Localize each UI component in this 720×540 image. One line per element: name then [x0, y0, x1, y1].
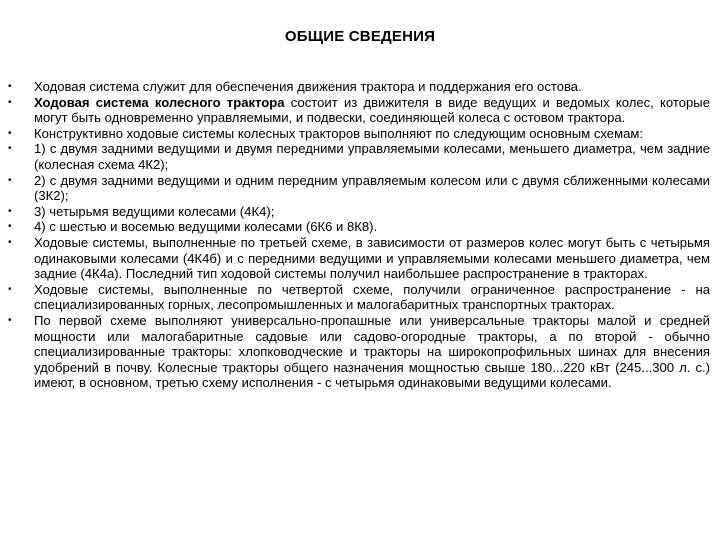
- list-item: [8, 235, 710, 282]
- list-item: [8, 204, 710, 220]
- list-item-text: Конструктивно ходовые системы колесных тракторов выполняют по следующим основным схемам:: [34, 125, 643, 141]
- bullet-icon: •: [8, 96, 12, 108]
- list-item: [8, 126, 710, 142]
- bullet-icon: •: [8, 143, 12, 155]
- list-item: [8, 95, 710, 126]
- slide-title: ОБЩИЕ СВЕДЕНИЯ: [284, 28, 436, 45]
- list-item: [8, 219, 710, 235]
- list-item: [8, 282, 710, 313]
- list-item-text: 4) с шестью и восемью ведущими колесами (6К6 и 8К8).: [34, 219, 378, 235]
- list-item-text: Ходовые системы, выполненные по третьей схеме, в зависимости от размеров колес могут быть с четырьмя одинаковыми колесами (4К4б) и с передними ведущими и управляемыми колесами меньшего диаметра, чем задние (4К4а). Последний тип ходовой системы получил наибольшее распространение в тракторах.: [34, 234, 710, 282]
- list-item-text: 1) с двумя задними ведущими и двумя передними управляемыми колесами, меньшего диаметра, чем задние (колесная схема 4К2);: [34, 141, 710, 172]
- list-item-text: 2) с двумя задними ведущими и одним передним управляемым колесом или с двумя сближенными колесами (3К2);: [34, 172, 710, 204]
- list-item-text: состоит из движителя в виде ведущих и ведомых колес, которые могут быть одновременно управляемыми, и подвески, соединяющей колеса с остовом трактора.: [34, 94, 710, 126]
- bullet-icon: •: [8, 221, 12, 233]
- list-item-text: Ходовые системы, выполненные по четвертой схеме, получили ограниченное распространение - на специализированных горных, лесопромышленных и малогабаритных транспортных тракторах.: [34, 281, 710, 313]
- list-item: [8, 141, 710, 172]
- list-item-text: Ходовая система служит для обеспечения движения трактора и поддержания его остова.: [34, 79, 582, 94]
- bullet-list: [8, 79, 710, 391]
- bullet-icon: •: [8, 127, 12, 139]
- bullet-icon: •: [8, 314, 12, 326]
- list-item-bold-text: Ходовая система колесного трактора: [34, 94, 285, 110]
- bullet-icon: •: [8, 236, 12, 248]
- bullet-icon: •: [8, 81, 12, 92]
- bullet-icon: •: [8, 174, 12, 186]
- bullet-icon: •: [8, 283, 12, 295]
- list-item-text: По первой схеме выполняют универсально-пропашные или универсальные тракторы малой и средней мощности или малогабаритные садовые или садово-огородные тракторы, а по второй - обычно специализированные тракторы: хлопководческие и тракторы на широкопрофильных шинах для внесения удобрений в почву. Колесные тракторы общего назначения мощностью свыше 180...220 кВт (245...300 л. с.) имеют, в основном, третью схему исполнения - с четырьмя одинаковыми ведущими колесами.: [34, 312, 710, 391]
- list-item: [8, 79, 710, 95]
- list-item-text: 3) четырьмя ведущими колесами (4К4);: [34, 203, 275, 219]
- list-item: [8, 173, 710, 204]
- bullet-icon: •: [8, 205, 12, 217]
- list-item: [8, 313, 710, 391]
